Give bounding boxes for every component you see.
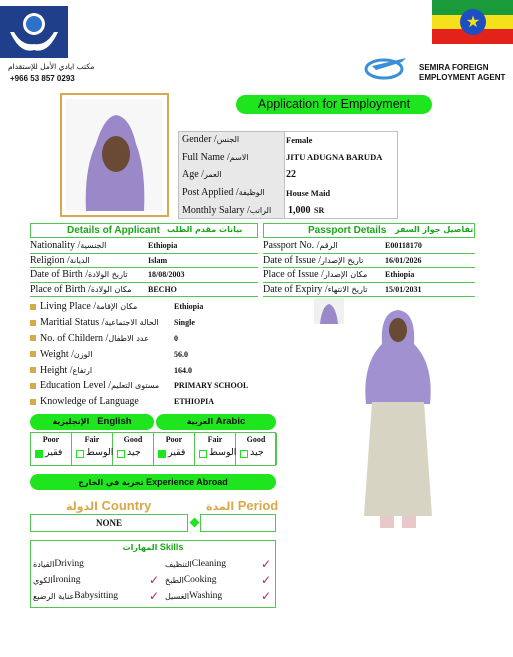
lang-cell [113,433,154,465]
checkbox-icon[interactable] [158,450,166,458]
details-header [30,223,258,238]
row-label-ar: تاريخ الولادة [88,270,128,280]
personal-rows [182,131,402,219]
row-value: ETHIOPIA [174,397,215,407]
personal-row [182,184,402,202]
skill-ar: التنظيف [165,559,192,569]
info-row [30,299,290,315]
experience-header [30,474,276,490]
skill-ar: القيادة [33,559,55,569]
info-row [30,331,290,347]
more-rows [30,299,290,410]
skill-en: Ironing [52,575,81,585]
skills-ar: المهارات [122,543,158,552]
arabic-en: Arabic [215,416,246,427]
row-value: BECHO [148,284,177,294]
period-en: Period [237,498,279,513]
diamond-icon [190,518,200,528]
skill-row [33,588,163,604]
check-icon: ✓ [261,557,272,571]
row-value: E00118170 [385,241,422,251]
personal-label: Full Name / [182,151,230,163]
personal-row [182,149,402,167]
details-rows [30,239,258,297]
row-value: 0 [174,333,178,343]
checkbox-icon[interactable] [35,450,43,458]
lang-level-ar: الوسط [86,447,114,458]
lang-level-en: Poor [42,435,60,444]
lang-cell [236,433,277,465]
period-ar: المدة [206,500,235,513]
lang-level-ar: جيد [250,447,264,458]
row-value: Islam [148,255,168,265]
personal-label-ar: العمر [203,170,222,180]
skills-header [31,542,275,552]
row-value: 15/01/2031 [385,284,422,294]
row-label: Date of Birth / [30,269,89,281]
country-label [66,498,151,513]
details-rows-row [30,239,258,254]
row-label-ar: مكان الولادة [90,284,132,294]
passport-rows [263,239,475,297]
plane-logo-icon [362,52,412,82]
check-icon: ✓ [149,573,160,587]
bullet-icon [30,367,36,373]
skill-en: Babysitting [74,591,119,601]
row-label-ar: الديانة [69,255,90,265]
personal-label: Monthly Salary / [182,204,250,216]
skill-row [33,556,163,572]
details-header-ar: بيانات مقدم الطلب [167,225,243,234]
row-value: Ethiopia [148,241,178,251]
skill-row [165,556,275,572]
skills-right-col [165,556,275,604]
arabic-ar: العربية [186,417,214,426]
lang-level-ar: فقير [45,447,63,458]
page-title: Application for Employment [236,95,432,114]
info-row [30,346,290,362]
bullet-icon [30,304,36,310]
row-value: Ethiopia [174,302,204,312]
row-label-ar: مكان الإقامة [96,302,138,312]
lang-level-en: Fair [84,435,100,444]
agency-name-ar: مكتب ايادي الأمل للإستقدام [8,62,95,71]
checkbox-icon[interactable] [117,450,125,458]
row-label: Date of Expiry / [263,283,328,295]
row-label: Living Place / [40,301,97,313]
experience-en: Experience Abroad [146,477,228,487]
lang-level-ar: فقير [168,447,186,458]
row-label-ar: الوزن [73,349,93,359]
check-icon: ✓ [261,589,272,603]
personal-label-ar: الاسم [229,152,249,162]
lang-level-en: Good [246,435,266,444]
star-emblem-icon: ★ [460,9,486,35]
row-label: Date of Issue / [263,254,322,266]
bullet-icon [30,335,36,341]
passport-rows-row [263,239,475,254]
personal-value: 1,000 [288,204,311,216]
row-label: Maritial Status / [40,317,105,329]
personal-label: Post Applied / [182,187,239,199]
hands-globe-icon [0,6,68,58]
agency-right-line1: SEMIRA FOREIGN [419,63,489,72]
info-row [30,315,290,331]
passport-header-ar: تفاصيل جواز السفر [395,225,474,234]
personal-row [182,131,402,149]
portrait-photo [60,93,169,217]
lang-level-en: Poor [165,435,183,444]
row-value: 164.0 [174,365,192,375]
skill-en: Cleaning [191,559,227,569]
personal-label-ar: الجنس [216,135,240,145]
row-label-ar: مستوى التعليم [111,381,160,391]
skill-ar: عناية الرضيع [33,591,75,601]
row-label: No. of Childern / [40,332,109,344]
salary-unit: SR [314,205,325,215]
row-label-ar: مكان الإصدار [323,270,368,280]
skill-en: Driving [54,559,84,569]
bullet-icon [30,320,36,326]
bullet-icon [30,351,36,357]
lang-level-ar: جيد [127,447,141,458]
personal-label-ar: الراتب [249,205,272,215]
full-body-photo [352,304,444,535]
experience-ar: تجربة في الخارج [78,478,144,487]
skill-row [165,572,275,588]
row-value: Ethiopia [385,270,415,280]
english-header [30,414,154,430]
row-value: PRIMARY SCHOOL [174,381,249,391]
skill-ar: الطبخ [165,575,184,585]
info-row [30,362,290,378]
skill-row [165,588,275,604]
skill-row [33,572,163,588]
lang-cell [195,433,236,465]
row-label-ar: عدد الاطفال [108,333,149,343]
info-row [30,378,290,394]
skills-left-col [33,556,163,604]
row-label-ar: الرقم [319,241,338,251]
personal-value: 22 [286,169,296,181]
country-value-cell: NONE [30,514,188,532]
lang-cell [154,433,195,465]
personal-value: Female [286,134,313,145]
skill-en: Washing [189,591,223,601]
row-label-ar: ارتفاع [72,365,93,375]
row-label: Height / [40,364,73,376]
row-label: Religion / [30,254,70,266]
english-ar: الإنجليزية [52,417,90,426]
lang-level-en: Fair [207,435,223,444]
personal-label: Age / [182,169,204,181]
personal-row [182,166,402,184]
lang-level-en: Good [123,435,143,444]
row-label-ar: تاريخ الانتهاء [327,284,368,294]
personal-row [182,201,402,219]
lang-cell [31,433,72,465]
personal-label-ar: الوظيفة [238,188,265,198]
row-value: 18/08/2003 [148,270,185,280]
row-label-ar: الجنسية [80,241,107,251]
row-label-ar: الحالة الاجتماعية [104,318,159,328]
row-label: Place of Birth / [30,283,91,295]
agency-phone: +966 53 857 0293 [10,74,75,83]
agency-right-line2: EMPLOYMENT AGENT [419,73,506,82]
checkbox-icon[interactable] [76,450,84,458]
skill-ar: الكوي [33,575,53,585]
lang-cell [72,433,113,465]
details-rows-row [30,254,258,269]
period-value-cell [200,514,276,532]
english-en: English [97,416,132,427]
details-rows-row [30,283,258,298]
arabic-header [156,414,276,430]
passport-header-en: Passport Details [308,225,387,236]
skill-en: Cooking [183,575,217,585]
passport-rows-row [263,254,475,269]
personal-value: JITU ADUGNA BARUDA [286,152,383,163]
lang-level-ar: الوسط [209,447,237,458]
passport-rows-row [263,283,475,298]
row-value: 16/01/2026 [385,255,422,265]
skills-en: Skills [159,542,184,552]
skill-ar: الغسيل [165,591,190,601]
row-value: 56.0 [174,349,188,359]
row-label-ar: تاريخ الإصدار [321,255,364,265]
period-label [206,498,278,513]
checkbox-icon[interactable] [199,450,207,458]
check-icon: ✓ [149,589,160,603]
row-label: Nationality / [30,240,81,252]
bullet-icon [30,383,36,389]
check-icon: ✓ [261,573,272,587]
agency-logo [0,6,68,58]
checkbox-icon[interactable] [240,450,248,458]
language-grid [30,432,276,466]
country-ar: الدولة [66,500,98,513]
row-label: Place of Issue / [263,269,324,281]
row-label: Education Level / [40,380,112,392]
details-header-en: Details of Applicant [67,225,160,236]
passport-header [263,223,475,238]
row-label: Knowledge of Language [40,396,139,408]
row-value: Single [174,318,195,328]
personal-value: House Maid [286,187,331,198]
personal-label: Gender / [182,134,217,146]
ethiopia-flag [432,0,513,44]
row-label: Passport No. / [263,240,320,252]
info-row [30,394,290,410]
row-label: Weight / [40,348,74,360]
skills-box [30,540,276,608]
small-thumbnail [314,298,344,324]
country-en: Country [101,498,152,513]
passport-rows-row [263,268,475,283]
details-rows-row [30,268,258,283]
bullet-icon [30,399,36,405]
